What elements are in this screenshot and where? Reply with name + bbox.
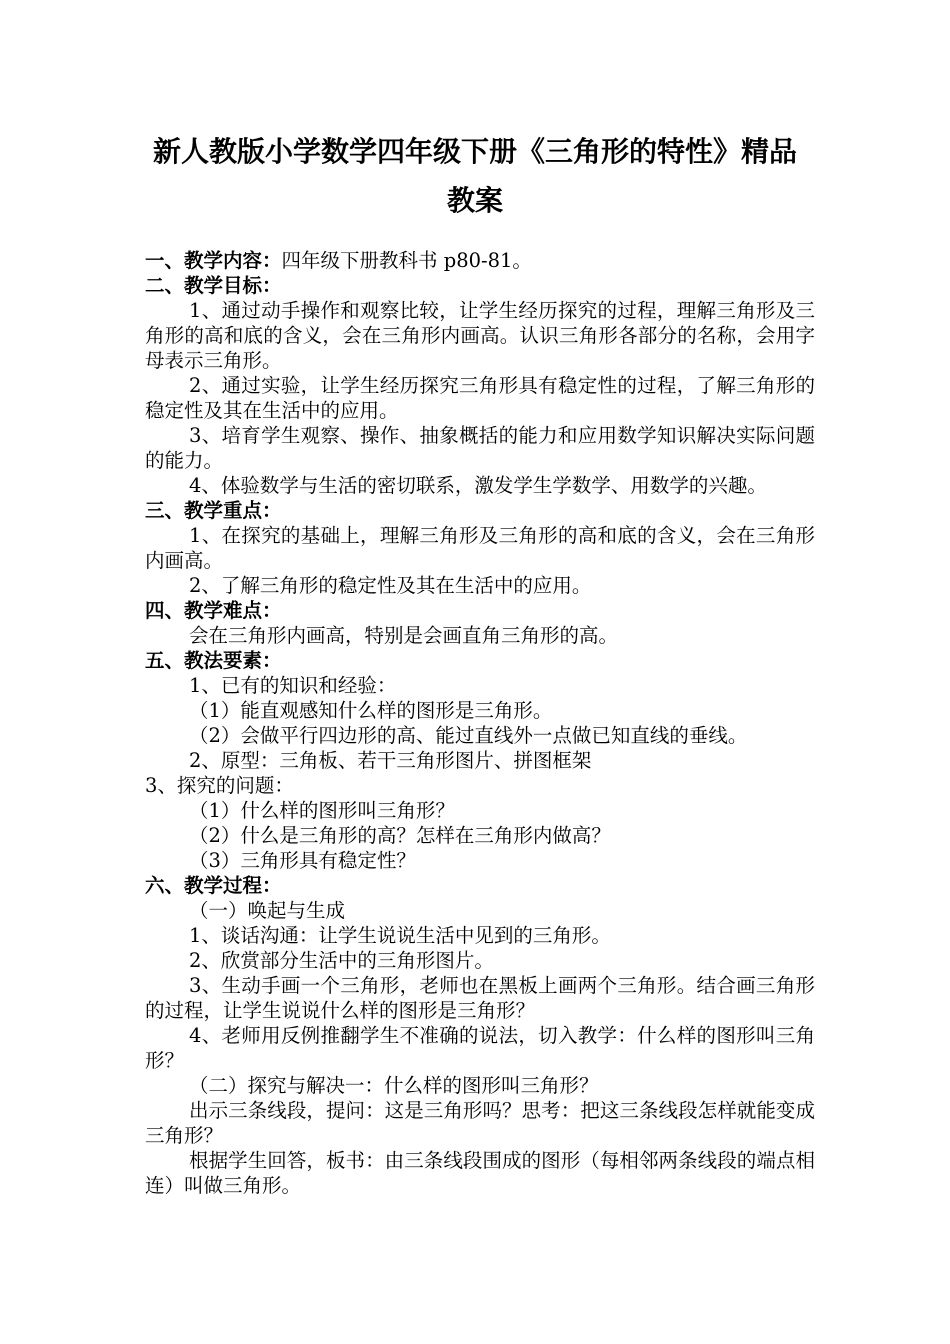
section-text: 四年级下册教科书 p80-81。 — [281, 249, 532, 272]
paragraph: 1、已有的知识和经验： — [189, 674, 397, 697]
paragraph: 1、谈话沟通：让学生说说生活中见到的三角形。 — [189, 924, 611, 947]
section-content — [145, 248, 815, 273]
section-heading: 五、教法要素： — [145, 649, 282, 672]
paragraph: 3、生动手画一个三角形，老师也在黑板上画两个三角形。结合画三角形的过程，让学生说说什么样的图形是三角形？ — [145, 974, 815, 1022]
section-heading: 四、教学难点： — [145, 599, 282, 622]
paragraph: 3、探究的问题： — [145, 774, 294, 797]
section-heading: 三、教学重点： — [145, 499, 282, 522]
document-title-line-1: 新人教版小学数学四年级下册《三角形的特性》精品 — [152, 135, 797, 168]
section-heading: 一、教学内容： — [145, 249, 282, 272]
paragraph: 2、欣赏部分生活中的三角形图片。 — [189, 949, 494, 972]
paragraph: 3、培育学生观察、操作、抽象概括的能力和应用数学知识解决实际问题的能力。 — [145, 424, 815, 472]
paragraph: 4、体验数学与生活的密切联系，激发学生学数学、用数学的兴趣。 — [189, 474, 767, 497]
list-item: （1）什么样的图形叫三角形？ — [189, 799, 455, 822]
section-heading: 六、教学过程： — [145, 874, 282, 897]
subsection-heading: （二）探究与解决一：什么样的图形叫三角形？ — [189, 1074, 599, 1097]
subsection-heading: （一）唤起与生成 — [189, 899, 346, 922]
paragraph: 根据学生回答，板书：由三条线段围成的图形（每相邻两条线段的端点相连）叫做三角形。 — [145, 1149, 815, 1197]
document-title-line-2: 教案 — [446, 184, 503, 217]
document-body — [145, 248, 815, 1198]
paragraph: 出示三条线段，提问：这是三角形吗？思考：把这三条线段怎样就能变成三角形？ — [145, 1099, 815, 1147]
paragraph: 2、了解三角形的稳定性及其在生活中的应用。 — [189, 574, 592, 597]
list-item: （3）三角形具有稳定性？ — [189, 849, 416, 872]
list-item: （2）会做平行四边形的高、能过直线外一点做已知直线的垂线。 — [189, 724, 748, 747]
paragraph: 2、原型：三角板、若干三角形图片、拼图框架 — [189, 749, 592, 772]
paragraph: 2、通过实验，让学生经历探究三角形具有稳定性的过程，了解三角形的稳定性及其在生活中的应用。 — [145, 374, 815, 422]
paragraph: 会在三角形内画高，特别是会画直角三角形的高。 — [189, 624, 619, 647]
section-heading: 二、教学目标： — [145, 274, 282, 297]
paragraph: 4、老师用反例推翻学生不准确的说法，切入教学：什么样的图形叫三角形？ — [145, 1024, 815, 1072]
list-item: （2）什么是三角形的高？怎样在三角形内做高？ — [189, 824, 611, 847]
paragraph: 1、通过动手操作和观察比较，让学生经历探究的过程，理解三角形及三角形的高和底的含义，会在三角形内画高。认识三角形各部分的名称，会用字母表示三角形。 — [145, 299, 815, 372]
list-item: （1）能直观感知什么样的图形是三角形。 — [189, 699, 553, 722]
paragraph: 1、在探究的基础上，理解三角形及三角形的高和底的含义，会在三角形内画高。 — [145, 524, 815, 572]
